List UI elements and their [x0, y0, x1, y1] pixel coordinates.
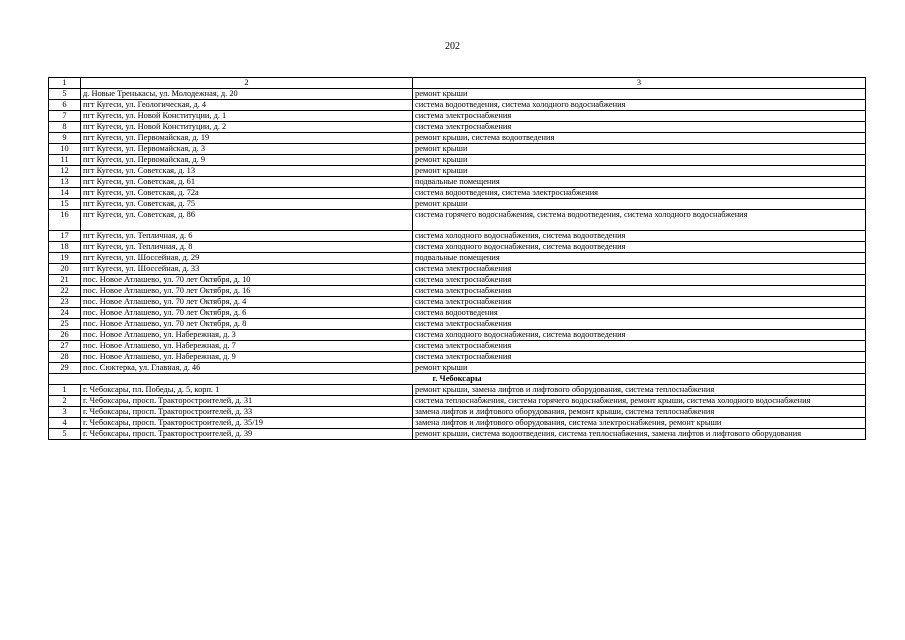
row-number: 27 — [49, 341, 81, 352]
row-number: 7 — [49, 111, 81, 122]
row-number: 28 — [49, 352, 81, 363]
row-address: пос. Новое Атлашево, ул. Набережная, д. 3 — [81, 330, 413, 341]
row-number: 20 — [49, 264, 81, 275]
row-number: 5 — [49, 89, 81, 100]
row-number: 2 — [49, 396, 81, 407]
row-works: замена лифтов и лифтового оборудования, система электроснабжения, ремонт крыши — [413, 418, 866, 429]
row-address: пгт Кугеси, ул. Первомайская, д. 19 — [81, 133, 413, 144]
table-row — [49, 330, 866, 341]
table-header-row — [49, 78, 866, 89]
row-works: система холодного водоснабжения, система водоотведения — [413, 330, 866, 341]
row-number: 17 — [49, 231, 81, 242]
row-number: 25 — [49, 319, 81, 330]
row-works: система теплоснабжения, система горячего водоснабжения, ремонт крыши, система холодного водоснабжения — [413, 396, 866, 407]
table-row — [49, 264, 866, 275]
row-address: пгт Кугеси, ул. Тепличная, д. 6 — [81, 231, 413, 242]
row-number: 10 — [49, 144, 81, 155]
table-row — [49, 188, 866, 199]
column-header-address: 2 — [81, 78, 413, 89]
row-works: система водоотведения, система электроснабжения — [413, 188, 866, 199]
table-row — [49, 133, 866, 144]
row-works: ремонт крыши — [413, 155, 866, 166]
row-number: 19 — [49, 253, 81, 264]
table-row — [49, 242, 866, 253]
row-address: пос. Новое Атлашево, ул. Набережная, д. 7 — [81, 341, 413, 352]
row-works: система электроснабжения — [413, 341, 866, 352]
row-address: пгт Кугеси, ул. Новой Конституции, д. 1 — [81, 111, 413, 122]
row-works: ремонт крыши — [413, 363, 866, 374]
table-row — [49, 122, 866, 133]
row-address: пгт Кугеси, ул. Новой Конституции, д. 2 — [81, 122, 413, 133]
row-number: 5 — [49, 429, 81, 440]
row-works: система водоотведения, система холодного водоснабжения — [413, 100, 866, 111]
section-title: г. Чебоксары — [49, 374, 866, 385]
table-row — [49, 253, 866, 264]
table-row — [49, 177, 866, 188]
row-address: пос. Новое Атлашево, ул. 70 лет Октября, д. 8 — [81, 319, 413, 330]
row-works: система холодного водоснабжения, система водоотведения — [413, 242, 866, 253]
row-works: ремонт крыши, система водоотведения, система теплоснабжения, замена лифтов и лифтового оборудования — [413, 429, 866, 440]
row-number: 1 — [49, 385, 81, 396]
row-works: система водоотведения — [413, 308, 866, 319]
row-number: 18 — [49, 242, 81, 253]
row-number: 14 — [49, 188, 81, 199]
row-works: подвальные помещения — [413, 253, 866, 264]
table-row — [49, 100, 866, 111]
row-number: 13 — [49, 177, 81, 188]
row-address: пгт Кугеси, ул. Шоссейная, д. 29 — [81, 253, 413, 264]
row-address: г. Чебоксары, просп. Тракторостроителей, д. 31 — [81, 396, 413, 407]
row-address: пгт Кугеси, ул. Советская, д. 75 — [81, 199, 413, 210]
table-row — [49, 385, 866, 396]
row-address: пгт Кугеси, ул. Советская, д. 61 — [81, 177, 413, 188]
row-works: ремонт крыши — [413, 166, 866, 177]
table-row — [49, 286, 866, 297]
row-works: ремонт крыши — [413, 199, 866, 210]
table-row — [49, 144, 866, 155]
row-number: 26 — [49, 330, 81, 341]
row-works: система электроснабжения — [413, 111, 866, 122]
table-row — [49, 111, 866, 122]
row-address: г. Чебоксары, просп. Тракторостроителей, д. 33 — [81, 407, 413, 418]
table-row — [49, 429, 866, 440]
row-number: 12 — [49, 166, 81, 177]
row-number: 23 — [49, 297, 81, 308]
row-number: 21 — [49, 275, 81, 286]
table-row — [49, 407, 866, 418]
row-address: пгт Кугеси, ул. Первомайская, д. 9 — [81, 155, 413, 166]
row-number: 4 — [49, 418, 81, 429]
row-works: ремонт крыши, система водоотведения — [413, 133, 866, 144]
row-address: пгт Кугеси, ул. Геологическая, д. 4 — [81, 100, 413, 111]
row-works: система горячего водоснабжения, система водоотведения, система холодного водоснабжения — [413, 210, 866, 231]
page-number: 202 — [445, 41, 460, 52]
row-address: пос. Новое Атлашево, ул. 70 лет Октября, д. 10 — [81, 275, 413, 286]
row-works: система электроснабжения — [413, 352, 866, 363]
table-row — [49, 352, 866, 363]
row-address: пос. Новое Атлашево, ул. 70 лет Октября, д. 4 — [81, 297, 413, 308]
row-address: пос. Новое Атлашево, ул. 70 лет Октября, д. 16 — [81, 286, 413, 297]
row-number: 16 — [49, 210, 81, 231]
table-row — [49, 363, 866, 374]
table-row — [49, 210, 866, 231]
row-address: пгт Кугеси, ул. Советская, д. 13 — [81, 166, 413, 177]
row-address: пос. Новое Атлашево, ул. Набережная, д. 9 — [81, 352, 413, 363]
table-row — [49, 297, 866, 308]
repair-registry-table — [48, 77, 866, 440]
table-row — [49, 155, 866, 166]
table-row — [49, 341, 866, 352]
row-address: пгт Кугеси, ул. Тепличная, д. 8 — [81, 242, 413, 253]
row-number: 3 — [49, 407, 81, 418]
table-row — [49, 199, 866, 210]
table-row — [49, 396, 866, 407]
row-works: система электроснабжения — [413, 264, 866, 275]
table-row — [49, 231, 866, 242]
column-header-works: 3 — [413, 78, 866, 89]
row-works: ремонт крыши, замена лифтов и лифтового оборудования, система теплоснабжения — [413, 385, 866, 396]
row-works: система электроснабжения — [413, 275, 866, 286]
row-number: 11 — [49, 155, 81, 166]
row-address: пос. Сюктерка, ул. Главная, д. 46 — [81, 363, 413, 374]
row-works: система электроснабжения — [413, 319, 866, 330]
row-address: д. Новые Тренькасы, ул. Молодежная, д. 20 — [81, 89, 413, 100]
row-address: г. Чебоксары, пл. Победы, д. 5, корп. 1 — [81, 385, 413, 396]
row-address: пгт Кугеси, ул. Советская, д. 86 — [81, 210, 413, 231]
row-works: ремонт крыши — [413, 144, 866, 155]
row-number: 29 — [49, 363, 81, 374]
table-row — [49, 89, 866, 100]
row-works: система холодного водоснабжения, система водоотведения — [413, 231, 866, 242]
row-number: 15 — [49, 199, 81, 210]
row-number: 8 — [49, 122, 81, 133]
row-address: г. Чебоксары, просп. Тракторостроителей, д. 35/19 — [81, 418, 413, 429]
section-header-row — [49, 374, 866, 385]
row-works: замена лифтов и лифтового оборудования, ремонт крыши, система теплоснабжения — [413, 407, 866, 418]
row-address: пос. Новое Атлашево, ул. 70 лет Октября, д. 6 — [81, 308, 413, 319]
row-works: система электроснабжения — [413, 122, 866, 133]
row-number: 22 — [49, 286, 81, 297]
table-row — [49, 308, 866, 319]
table-row — [49, 418, 866, 429]
row-address: пгт Кугеси, ул. Первомайская, д. 3 — [81, 144, 413, 155]
row-address: г. Чебоксары, просп. Тракторостроителей, д. 39 — [81, 429, 413, 440]
row-number: 6 — [49, 100, 81, 111]
column-header-number: 1 — [49, 78, 81, 89]
row-works: подвальные помещения — [413, 177, 866, 188]
row-works: ремонт крыши — [413, 89, 866, 100]
row-address: пгт Кугеси, ул. Шоссейная, д. 33 — [81, 264, 413, 275]
row-address: пгт Кугеси, ул. Советская, д. 72а — [81, 188, 413, 199]
row-works: система электроснабжения — [413, 286, 866, 297]
row-number: 9 — [49, 133, 81, 144]
row-number: 24 — [49, 308, 81, 319]
table-row — [49, 166, 866, 177]
table-row — [49, 275, 866, 286]
table-row — [49, 319, 866, 330]
row-works: система электроснабжения — [413, 297, 866, 308]
